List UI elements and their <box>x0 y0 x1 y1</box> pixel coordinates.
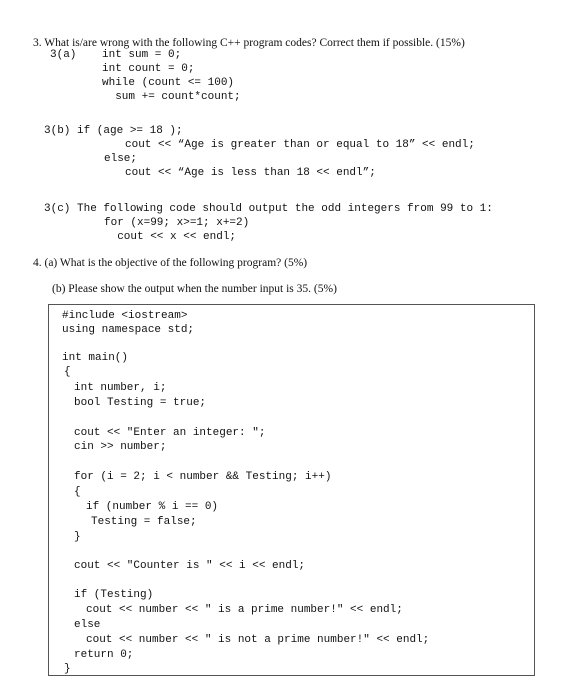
code-line: cout << number << " is not a prime number!" << endl; <box>86 634 430 646</box>
code-line: int number, i; <box>74 382 167 394</box>
code-line: if (number % i == 0) <box>86 501 219 513</box>
code-line: #include <iostream> <box>62 310 188 322</box>
question-3b-label: 3(b) if (age >= 18 ); <box>44 125 183 137</box>
code-line: { <box>74 486 81 498</box>
code-line: cout << “Age is greater than or equal to 18” << endl; <box>125 139 475 151</box>
code-line: else <box>74 619 101 631</box>
code-line: for (x=99; x>=1; x+=2) <box>104 217 250 229</box>
code-line: bool Testing = true; <box>74 397 207 409</box>
code-line: Testing = false; <box>91 516 197 528</box>
question-4b-text: (b) Please show the output when the number input is 35. (5%) <box>52 283 337 295</box>
question-3-heading: 3. What is/are wrong with the following C++ program codes? Correct them if possible. (15%) <box>33 37 465 49</box>
code-line: cin >> number; <box>74 441 167 453</box>
code-line: sum += count*count; <box>102 91 241 103</box>
code-line: { <box>64 366 71 378</box>
code-line: cout << x << endl; <box>104 231 237 243</box>
code-line: cout << "Counter is " << i << endl; <box>74 560 306 572</box>
code-line: using namespace std; <box>62 324 195 336</box>
code-line: if (Testing) <box>74 589 154 601</box>
code-line: } <box>74 531 81 543</box>
code-line: cout << number << " is a prime number!" << endl; <box>86 604 403 616</box>
code-line: while (count <= 100) <box>102 77 235 89</box>
question-3a-label: 3(a) <box>50 49 77 61</box>
code-line: int count = 0; <box>102 63 195 75</box>
code-line: cout << "Enter an integer: "; <box>74 427 266 439</box>
code-line: cout << “Age is less than 18 << endl”; <box>125 167 376 179</box>
code-line: for (i = 2; i < number && Testing; i++) <box>74 471 332 483</box>
code-line: int main() <box>62 352 129 364</box>
code-line: } <box>64 663 71 675</box>
code-line: int sum = 0; <box>102 49 182 61</box>
question-3c-label: 3(c) The following code should output the odd integers from 99 to 1: <box>44 203 493 215</box>
code-line: return 0; <box>74 649 134 661</box>
code-line: else; <box>104 153 138 165</box>
code-box <box>48 304 535 676</box>
question-4a-text: 4. (a) What is the objective of the following program? (5%) <box>33 257 308 269</box>
